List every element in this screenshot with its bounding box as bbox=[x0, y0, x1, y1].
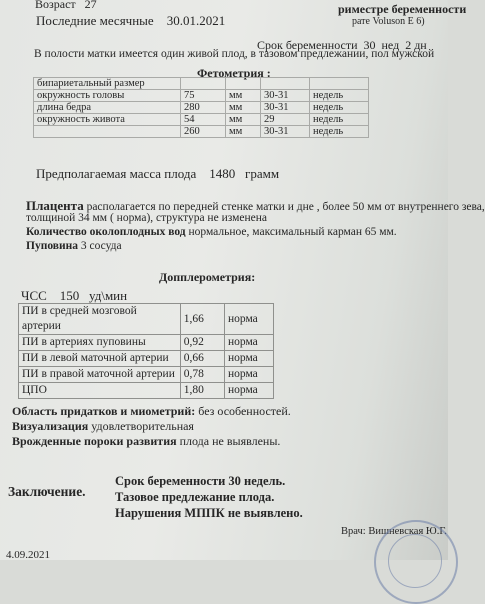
hr-label: ЧСС bbox=[21, 288, 47, 303]
age-line bbox=[35, 0, 97, 12]
conclusion-line-3: Нарушения МППК не выявлено. bbox=[115, 506, 303, 520]
doctor-signature-line: Врач: Вишневская Ю.Г. bbox=[341, 526, 447, 537]
fetometry-row bbox=[34, 90, 369, 102]
doppler-label: ПИ в левой маточной артерии bbox=[19, 351, 181, 367]
adnexa-line bbox=[12, 404, 291, 419]
doppler-table bbox=[18, 303, 274, 399]
gest-weeks: 30 bbox=[363, 38, 376, 52]
fetometry-value: 260 bbox=[181, 126, 226, 138]
top-right-title: риместре беременности bbox=[338, 2, 467, 16]
doppler-result: норма bbox=[224, 304, 273, 335]
fetometry-title: Фетометрия : bbox=[197, 66, 271, 80]
conclusion-line-1: Срок беременности 30 недель. bbox=[115, 474, 286, 488]
gest-age-label: Срок беременности bbox=[257, 38, 358, 52]
doppler-row bbox=[19, 335, 274, 351]
adnexa-label: Область придатков и миометрий: bbox=[12, 404, 196, 418]
cord-text: 3 сосуда bbox=[80, 240, 122, 252]
mass-label: Предполагаемая масса плода bbox=[36, 166, 197, 181]
doppler-value: 0,78 bbox=[180, 367, 224, 383]
mass-value: 1480 bbox=[209, 166, 236, 181]
fetometry-value bbox=[181, 78, 226, 90]
visual-text: удовлетворительная bbox=[91, 419, 194, 433]
uterus-line: В полости матки имеется один живой плод, в тазовом предлежании, пол мужской bbox=[34, 48, 435, 60]
doppler-row bbox=[19, 304, 274, 335]
doppler-label: ЦПО bbox=[19, 383, 181, 399]
fetometry-range: 29 bbox=[261, 114, 310, 126]
fetometry-range: 30-31 bbox=[261, 126, 310, 138]
fetometry-row bbox=[34, 114, 369, 126]
stamp-icon bbox=[374, 520, 458, 604]
fetometry-range-unit: недель bbox=[310, 102, 369, 114]
doppler-value: 0,66 bbox=[180, 351, 224, 367]
doppler-title: Допплерометрия: bbox=[159, 270, 256, 284]
doppler-label: ПИ в правой маточной артерии bbox=[19, 367, 181, 383]
last-period-label: Последние месячные bbox=[36, 13, 154, 28]
doppler-value: 1,66 bbox=[180, 304, 224, 335]
fetometry-label: окружность головы bbox=[34, 90, 181, 102]
hr-unit: уд\мин bbox=[89, 288, 128, 303]
visual-label: Визуализация bbox=[12, 419, 89, 433]
doppler-result: норма bbox=[224, 335, 273, 351]
hr-value: 150 bbox=[59, 288, 80, 303]
doppler-value: 1,80 bbox=[180, 383, 224, 399]
fetometry-range: 30-31 bbox=[261, 102, 310, 114]
doppler-row bbox=[19, 367, 274, 383]
fetometry-unit: мм bbox=[226, 102, 261, 114]
fluid-text: нормальное, максимальный карман 65 мм. bbox=[188, 226, 397, 238]
age-label: Возраст bbox=[35, 0, 76, 11]
visualization-line bbox=[12, 419, 194, 434]
last-period-date: 30.01.2021 bbox=[166, 13, 226, 28]
fetometry-range: 30-31 bbox=[261, 90, 310, 102]
fetometry-label bbox=[34, 126, 181, 138]
doppler-result: норма bbox=[224, 383, 273, 399]
fetometry-label: бипариетальный размер bbox=[34, 78, 181, 90]
fetometry-unit: мм bbox=[226, 126, 261, 138]
fetometry-range-unit: недель bbox=[310, 114, 369, 126]
doppler-row bbox=[19, 383, 274, 399]
adnexa-text: без особенностей. bbox=[198, 404, 291, 418]
fetometry-unit: мм bbox=[226, 90, 261, 102]
fetometry-range-unit bbox=[310, 78, 369, 90]
defects-line bbox=[12, 434, 280, 449]
days-abbr: дн bbox=[414, 38, 427, 52]
doppler-result: норма bbox=[224, 351, 273, 367]
fetometry-value: 280 bbox=[181, 102, 226, 114]
fetometry-row bbox=[34, 102, 369, 114]
gest-days: 2 bbox=[405, 38, 412, 52]
doppler-value: 0,92 bbox=[180, 335, 224, 351]
age-value: 27 bbox=[84, 0, 97, 11]
fetometry-label: окружность живота bbox=[34, 114, 181, 126]
fetometry-row bbox=[34, 78, 369, 90]
fluid-label: Количество околоплодных вод bbox=[26, 226, 186, 238]
mass-line bbox=[36, 166, 279, 182]
conclusion-line-2: Тазовое предлежание плода. bbox=[115, 490, 275, 504]
fetometry-table bbox=[33, 77, 369, 138]
cord-line bbox=[26, 240, 122, 252]
fetometry-unit bbox=[226, 78, 261, 90]
device-note: рате Voluson E 6) bbox=[352, 16, 425, 27]
last-period-line bbox=[36, 13, 225, 29]
doppler-label: ПИ в средней мозговой артерии bbox=[19, 304, 181, 335]
mass-unit: грамм bbox=[244, 166, 280, 181]
placenta-line-2: толщиной 34 мм ( норма), структура не изменена bbox=[26, 212, 268, 224]
fetometry-range-unit: недель bbox=[310, 90, 369, 102]
fluid-line bbox=[26, 226, 397, 238]
placenta-label: Плацента bbox=[26, 198, 84, 213]
footer-date: 4.09.2021 bbox=[6, 549, 50, 561]
heart-rate-line bbox=[21, 288, 127, 304]
fetometry-value: 75 bbox=[181, 90, 226, 102]
conclusion-label: Заключение. bbox=[8, 484, 86, 499]
placenta-text-1: располагается по передней стенке матки и дне , более 50 мм от внутреннего зева, bbox=[86, 201, 485, 213]
fetometry-range-unit: недель bbox=[310, 126, 369, 138]
fetometry-range bbox=[261, 78, 310, 90]
cord-label: Пуповина bbox=[26, 240, 78, 252]
fetometry-unit: мм bbox=[226, 114, 261, 126]
weeks-abbr: нед bbox=[381, 38, 400, 52]
doppler-result: норма bbox=[224, 367, 273, 383]
defects-text: плода не выявлены. bbox=[179, 434, 281, 448]
defects-label: Врожденные пороки развития bbox=[12, 434, 177, 448]
fetometry-row bbox=[34, 126, 369, 138]
doppler-label: ПИ в артериях пуповины bbox=[19, 335, 181, 351]
doppler-row bbox=[19, 351, 274, 367]
fetometry-value: 54 bbox=[181, 114, 226, 126]
fetometry-label: длина бедра bbox=[34, 102, 181, 114]
